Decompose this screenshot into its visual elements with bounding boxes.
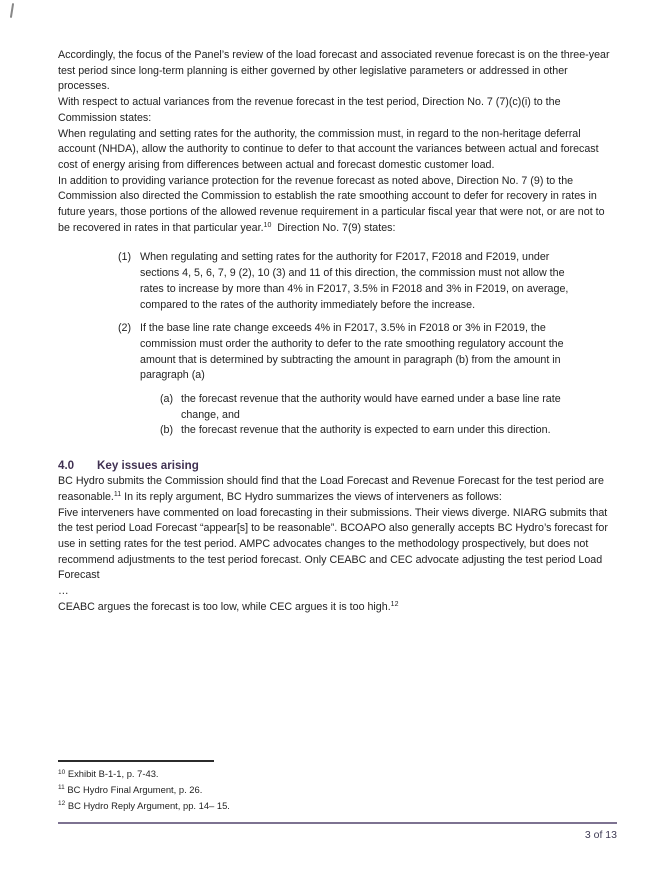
footnotes [58,766,617,813]
footnote-10 [58,766,617,782]
page-number: 3 of 13 [584,829,617,841]
paragraph-text: In its reply argument, BC Hydro summarizes the views of interveners as follows: [121,490,502,503]
paragraph-bch-submits [58,474,618,505]
sub-item-text: the forecast revenue that the authority would have earned under a base line rate change, and [181,393,564,421]
footnote-number: 11 [58,784,65,792]
footnote-12 [58,798,617,814]
paragraph-text: In addition to providing variance protection for the revenue forecast as noted above, Direction No. 7 (9) to the Commission also directed the Commission to establish the rate smoothing account to defer for recovery in rates in future years, those portions of the allowed revenue requirement in a particular fiscal year that were not, or are not to be recovered in rates in that particular year. [58,174,608,234]
section-number: 4.0 [58,459,75,473]
footnote-text: BC Hydro Reply Argument, pp. 14– 15. [65,799,230,811]
list-item-1 [118,250,591,313]
footnote-ref-11: 11 [113,490,122,498]
quote-text: CEABC argues the forecast is too low, while CEC argues it is too high. [58,600,391,613]
footnote-text: Exhibit B-1-1, p. 7-43. [65,768,159,779]
list-item-text: If the base line rate change exceeds 4% in F2017, 3.5% in F2018 or 3% in F2019, the commission must order the authority to defer to the rate smoothing regulatory account the amount that is determined by subtracting the amount in paragraph (b) from the amount in paragraph (a) [140,322,567,382]
quote-ellipsis: … [58,585,69,598]
footnote-separator [58,760,214,762]
sub-item-a [160,392,588,423]
page-body [58,48,618,616]
block-quote-nhda: When regulating and setting rates for the authority, the commission must, in regard to the non-heritage deferral account (NHDA), allow the authority to continue to defer to that account the variances between actual and forecast cost of energy arising from differences between actual and forecast domestic customer load. [58,127,602,171]
paragraph-direction7: With respect to actual variances from the revenue forecast in the test period, Direction No. 7 (7)(c)(i) to the Commission states: [58,96,564,124]
footnote-text: BC Hydro Final Argument, p. 26. [64,783,203,795]
block-quote-interveners: Five interveners have commented on load forecasting in their submissions. Their views diverge. NIARG submits that the test period Load Forecast “appear[s] to be reasonable”. BCOAPO also generally accepts BC Hydro’s forecast for use in setting rates for the test period. AMPC advocates changes to the methodology prospectively, but does not recommend adjustments to the test period forecast. Only CEABC and CEC advocate adjusting the test period Load Forecast [58,506,611,582]
footnote-11 [58,782,617,798]
paragraph-intro: Accordingly, the focus of the Panel’s review of the load forecast and associated revenue forecast is on the three-year test period since long-term planning is either governed by other legislative parameters or addressed in other processes. [58,49,613,93]
list-marker: (2) [118,322,132,335]
footnote-ref-10: 10 [263,221,272,229]
footer-rule [58,822,617,824]
sub-item-text: the forecast revenue that the authority is expected to earn under this direction. [181,424,551,437]
list-item-2 [118,321,591,384]
list-marker: (b) [160,424,174,437]
paragraph-rate-smoothing [58,174,618,237]
list-item-text: When regulating and setting rates for the authority for F2017, F2018 and F2019, under sections 4, 5, 6, 7, 9 (2), 10 (3) and 11 of this direction, the commission must not allow the rates to increase by more than 4% in F2017, 3.5% in F2018 and 3% in F2019, on average, compared to the rates of the authority immediately before the increase. [140,251,572,311]
block-quote-ceabc [58,600,618,616]
footnote-number: 10 [58,768,66,776]
section-title: Key issues arising [97,459,199,473]
paragraph-text: Direction No. 7(9) states: [271,221,396,234]
section-heading [58,458,618,474]
paragraph-text: BC Hydro submits the Commission should find that the Load Forecast and Revenue Forecast for the test period are reasonable. [58,475,607,503]
footnote-ref-12: 12 [390,600,399,608]
list-marker: (1) [118,251,132,264]
footnote-number: 12 [58,800,66,808]
list-marker: (a) [160,393,174,406]
sub-item-b [160,423,588,439]
scan-artifact [10,3,14,18]
